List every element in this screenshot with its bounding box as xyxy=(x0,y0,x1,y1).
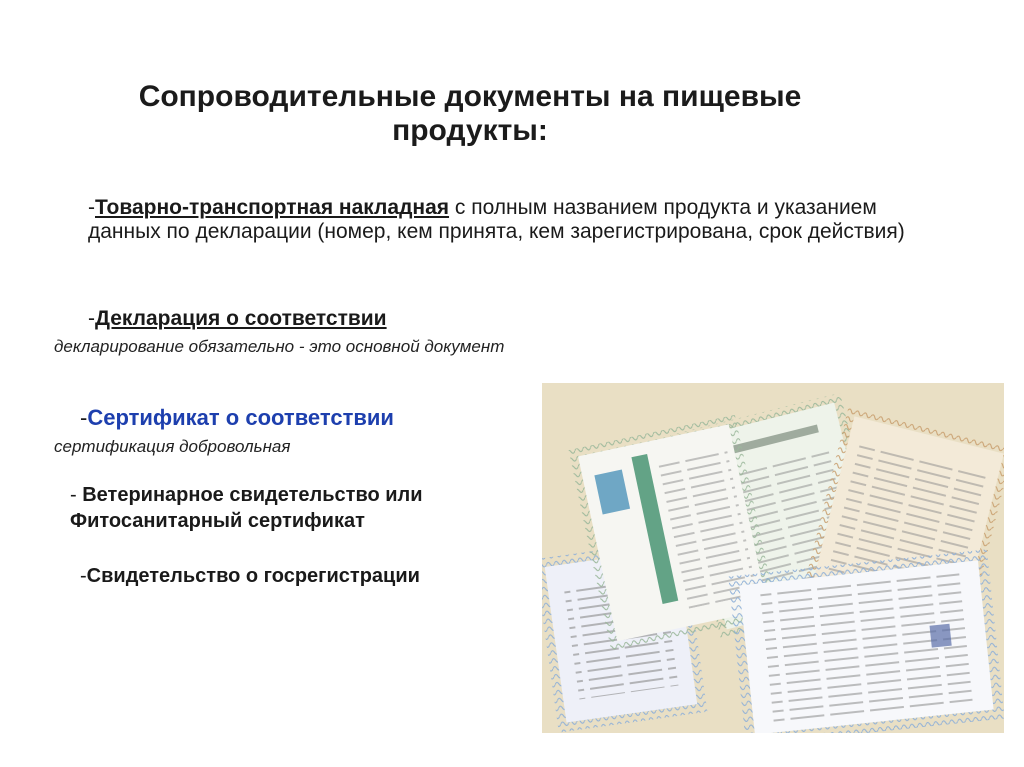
item-prefix: - xyxy=(88,196,95,219)
item-text: с полным названием продукта и указанием данных по декларации (номер, кем принята, кем зарегистрирована, срок действия) xyxy=(88,196,905,243)
item-declaration xyxy=(88,307,387,331)
item-heading: Сертификат о соответствии xyxy=(87,405,394,430)
item-veterinary xyxy=(70,482,500,534)
item-prefix: - xyxy=(88,307,95,330)
item-heading: Товарно-транспортная накладная xyxy=(95,196,450,219)
item-certificate xyxy=(80,406,394,430)
item-note: сертификация добровольная xyxy=(54,437,291,456)
item-heading: Свидетельство о госрегистрации xyxy=(86,565,420,587)
page-title: Сопроводительные документы на пищевые продукты: xyxy=(138,80,802,147)
item-registration xyxy=(80,564,420,588)
item-prefix: - xyxy=(80,565,87,587)
item-note: декларирование обязательно - это основной документ xyxy=(54,337,505,356)
item-prefix: - xyxy=(70,484,83,506)
item-prefix: - xyxy=(80,405,88,430)
item-heading: Ветеринарное свидетельство или Фитосанитарный сертификат xyxy=(70,484,423,532)
item-heading: Декларация о соответствии xyxy=(95,307,387,330)
certificates-photo xyxy=(542,383,1004,733)
item-waybill xyxy=(88,196,908,244)
